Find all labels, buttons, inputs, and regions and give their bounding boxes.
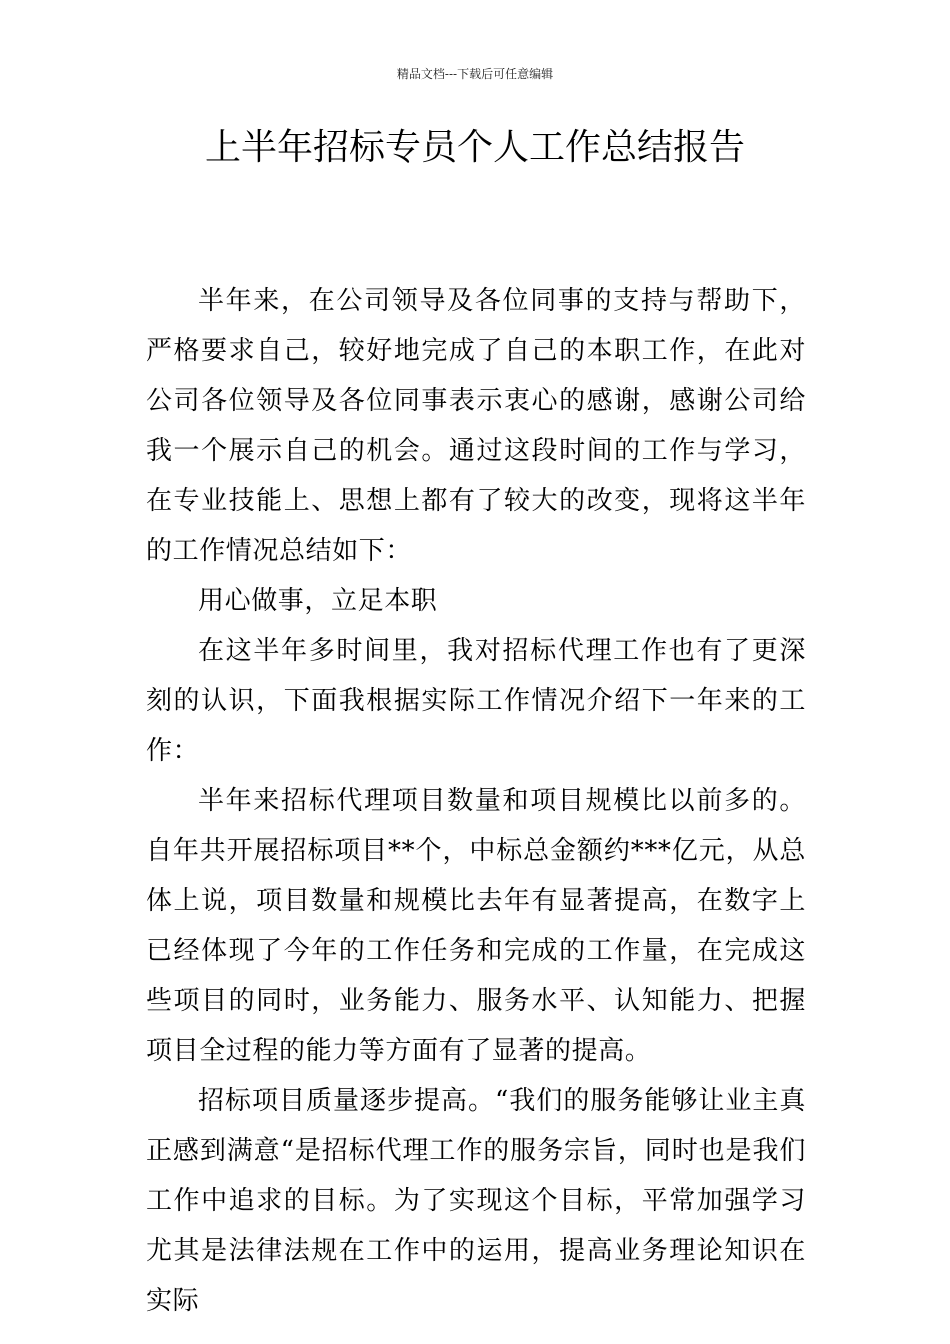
document-title: 上半年招标专员个人工作总结报告 (204, 127, 745, 168)
paragraph: 在这半年多时间里，我对招标代理工作也有了更深刻的认识，下面我根据实际工作情况介绍下一年来的工作： (146, 636, 806, 766)
section-heading: 用心做事，立足本职 (198, 586, 438, 616)
header-note: 精品文档---下载后可任意编辑 (396, 67, 554, 81)
paragraph: 招标项目质量逐步提高。“我们的服务能够让业主真正感到满意“是招标代理工作的服务宗旨，同时也是我们工作中追求的目标。为了实现这个目标，平常加强学习尤其是法律法规在工作中的运用，提高业务理论知识在实际 (146, 1086, 806, 1316)
document-body (146, 276, 806, 1326)
paragraph: 半年来，在公司领导及各位同事的支持与帮助下，严格要求自己，较好地完成了自己的本职工作，在此对公司各位领导及各位同事表示衷心的感谢，感谢公司给我一个展示自己的机会。通过这段时间的工作与学习，在专业技能上、思想上都有了较大的改变，现将这半年的工作情况总结如下： (146, 286, 806, 566)
paragraph: 半年来招标代理项目数量和项目规模比以前多的。自年共开展招标项目**个，中标总金额约***亿元，从总体上说，项目数量和规模比去年有显著提高，在数字上已经体现了今年的工作任务和完成的工作量，在完成这些项目的同时，业务能力、服务水平、认知能力、把握项目全过程的能力等方面有了显著的提高。 (146, 786, 806, 1066)
